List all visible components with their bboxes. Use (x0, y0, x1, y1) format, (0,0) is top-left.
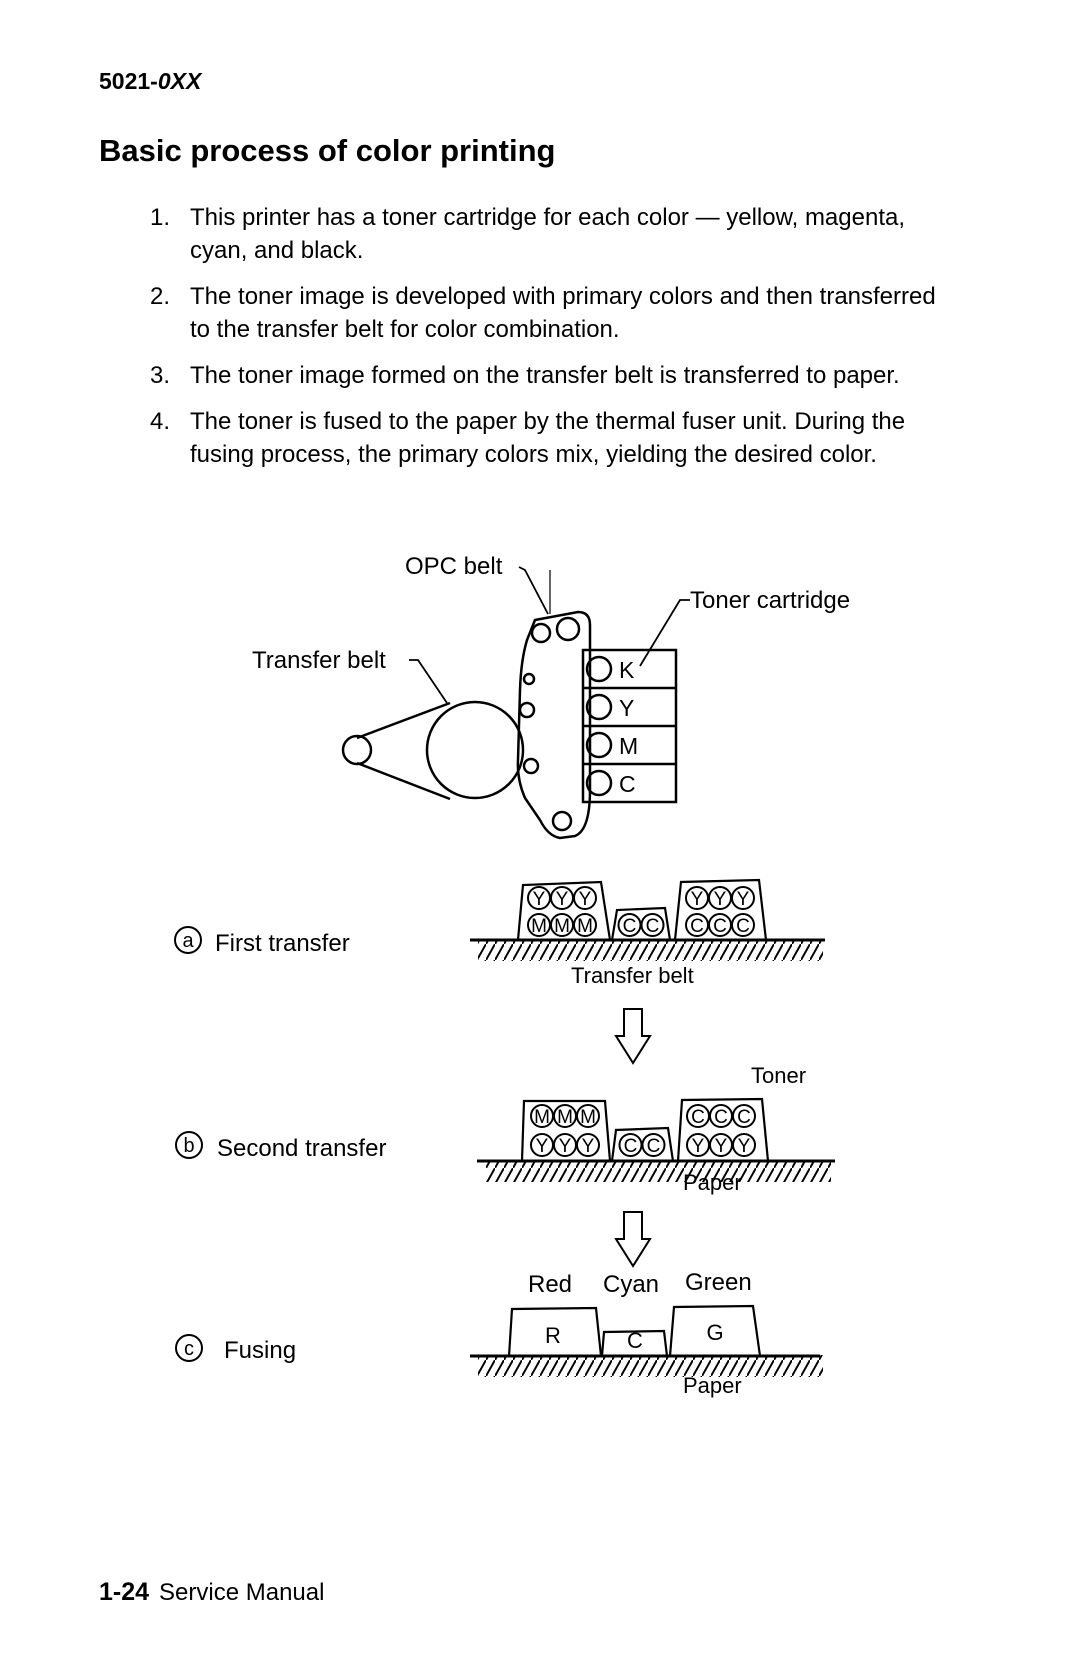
document-code-model: 0XX (157, 68, 202, 94)
printer-mechanism (343, 567, 690, 838)
opc-belt-leader (519, 567, 548, 614)
belt-drive-roller (427, 702, 523, 798)
step-text: This printer has a toner cartridge for each color — yellow, magenta, cyan, and black. (190, 204, 906, 264)
fused-red-letter: R (545, 1323, 561, 1348)
toner-particle-letter: Y (532, 889, 546, 910)
stage-b-title: Second transfer (217, 1135, 387, 1162)
step-number: 4. (150, 408, 171, 435)
cartridge-label-k: K (619, 657, 635, 683)
paper-label-b: Paper (683, 1170, 742, 1195)
toner-label: Toner (751, 1063, 807, 1088)
footer-label: Service Manual (159, 1579, 325, 1606)
transfer-belt-leader (409, 660, 447, 703)
toner-particle-letter: M (534, 1107, 550, 1128)
stage-a-letter: a (182, 930, 194, 952)
step-item (150, 280, 960, 346)
toner-particle-letter: Y (737, 1136, 751, 1157)
stage-b-letter: b (183, 1135, 195, 1157)
step-item (150, 405, 960, 471)
belt-idler-roller (343, 736, 371, 764)
paper-hatch (486, 1160, 831, 1182)
stage-b-label (176, 1132, 386, 1162)
opc-belt-outline (518, 612, 590, 838)
toner-particle-letter: M (557, 1107, 573, 1128)
stage-c-label (176, 1335, 296, 1364)
transfer-belt-caption: Transfer belt (571, 963, 694, 988)
stage-c-title: Fusing (224, 1337, 297, 1364)
opc-roller (524, 759, 538, 773)
toner-particle-letter: Y (690, 889, 704, 910)
green-label: Green (685, 1269, 752, 1296)
toner-particle-letter: C (713, 916, 727, 937)
stage-a-title: First transfer (215, 930, 350, 957)
toner-particle-letter: C (691, 1107, 705, 1128)
toner-particle-letter: Y (714, 1136, 728, 1157)
red-label: Red (528, 1271, 573, 1298)
toner-particle-letter: Y (535, 1136, 549, 1157)
step-number: 1. (150, 204, 171, 231)
document-code-prefix: 5021- (99, 68, 158, 94)
stage-a-label (175, 927, 350, 957)
step-item (150, 359, 960, 392)
toner-particle-letter: C (736, 916, 750, 937)
toner-particle-letter: Y (713, 889, 727, 910)
toner-particle-letter: Y (555, 889, 569, 910)
step-number: 3. (150, 362, 171, 389)
toner-particle-letter: M (580, 1107, 596, 1128)
toner-particle-letter: C (622, 916, 637, 937)
color-printing-diagram (0, 540, 1080, 1550)
transfer-belt-lower-run (357, 763, 450, 799)
page-footer (99, 1578, 324, 1607)
step-text: The toner image is developed with primary colors and then transferred to the transfer belt for color combination. (190, 283, 936, 343)
toner-particle-letter: C (645, 916, 660, 937)
process-steps-list (150, 201, 960, 484)
cartridge-label-y: Y (619, 695, 635, 721)
section-title: Basic process of color printing (99, 133, 556, 168)
toner-particle-letter: C (646, 1136, 661, 1157)
fusing-diagram (470, 1306, 823, 1377)
toner-particle-letter: Y (736, 889, 750, 910)
step-text: The toner is fused to the paper by the thermal fuser unit. During the fusing process, the primary colors mix, yielding the desired color. (190, 408, 906, 468)
step-item (150, 201, 960, 267)
fused-green-letter: G (706, 1320, 724, 1345)
toner-particle-letter: Y (558, 1136, 572, 1157)
down-arrow-icon (616, 1212, 650, 1266)
fused-cyan-letter: C (627, 1328, 643, 1353)
document-code (99, 68, 201, 95)
toner-particle-letter: C (623, 1136, 638, 1157)
opc-roller (532, 624, 550, 642)
cartridge-label-c: C (619, 771, 636, 797)
toner-particle-letter: Y (581, 1136, 595, 1157)
second-transfer-diagram (477, 1099, 835, 1182)
toner-particle-letter: C (714, 1107, 728, 1128)
toner-particle-letter: C (737, 1107, 751, 1128)
cartridge-label-m: M (619, 733, 639, 759)
opc-roller (557, 618, 579, 640)
toner-particle-letter: Y (691, 1136, 705, 1157)
toner-particle-letter: M (554, 916, 570, 937)
opc-belt-label: OPC belt (405, 553, 503, 580)
stage-c-letter: c (184, 1338, 194, 1360)
first-transfer-diagram (470, 880, 825, 961)
transfer-belt-label: Transfer belt (252, 647, 386, 674)
transfer-belt-hatch (478, 939, 823, 961)
toner-particle-letter: M (531, 916, 547, 937)
step-number: 2. (150, 283, 171, 310)
page-number: 1-24 (99, 1578, 150, 1606)
toner-cartridge-leader (640, 600, 690, 666)
opc-roller (524, 674, 534, 684)
toner-particle-letter: Y (578, 889, 592, 910)
step-text: The toner image formed on the transfer belt is transferred to paper. (190, 362, 900, 389)
toner-cartridge-label: Toner cartridge (690, 587, 851, 614)
opc-roller (553, 812, 571, 830)
down-arrow-icon (616, 1009, 650, 1063)
fused-paper-hatch (478, 1355, 823, 1377)
opc-roller (520, 703, 534, 717)
toner-particle-letter: M (577, 916, 593, 937)
toner-particle-letter: C (690, 916, 704, 937)
cyan-label: Cyan (603, 1271, 660, 1298)
paper-label-c: Paper (683, 1373, 742, 1398)
